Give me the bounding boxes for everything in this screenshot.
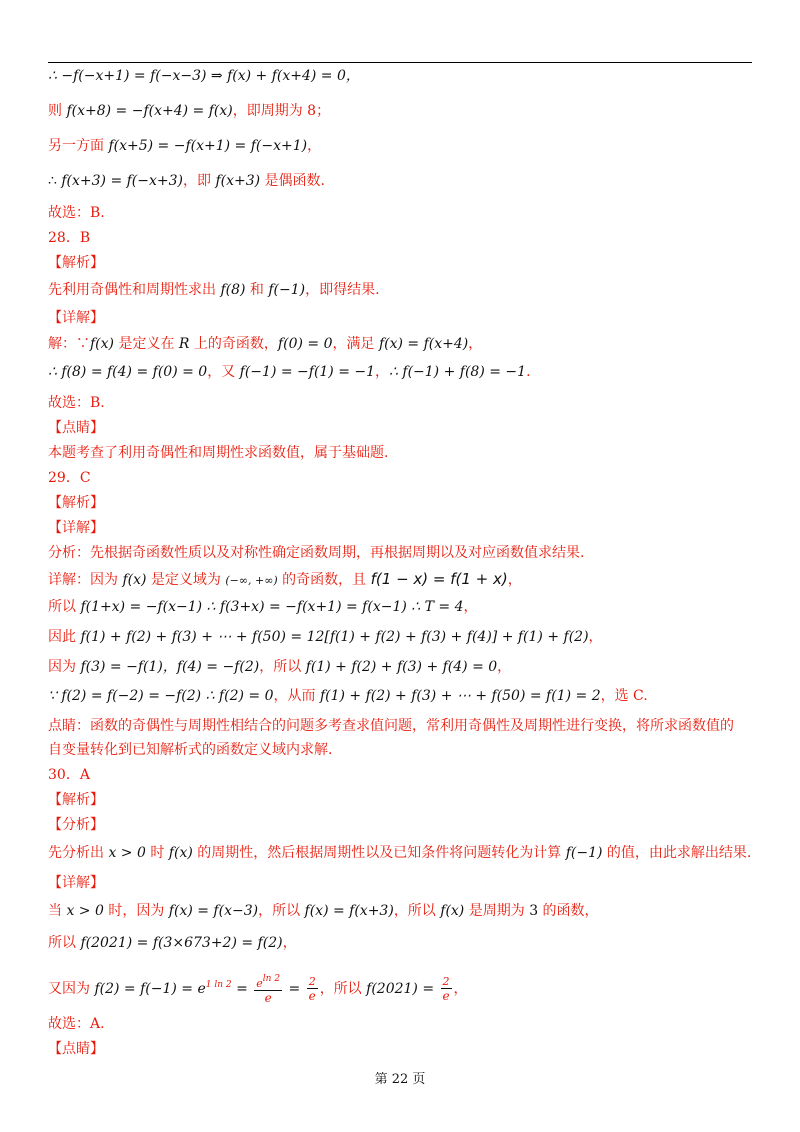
text-line: ∵ f(2) = f(−2) = −f(2) ∴ f(2) = 0，从而 f(1) + f(2) + f(3) + ⋯ + f(50) = f(1) = 2，选 C. (48, 688, 648, 704)
text-line: 故选：B. (48, 205, 105, 221)
text-line: 因为 f(3) = −f(1)，f(4) = −f(2)，所以 f(1) + f(2) + f(3) + f(4) = 0， (48, 659, 512, 675)
fraction: $\frac{2}{e}$ (442, 975, 450, 1003)
text-line: 则 f(x+8) = −f(x+4) = f(x)，即周期为 8； (48, 103, 331, 119)
section-heading: 【详解】 (48, 875, 104, 891)
section-heading: 【点睛】 (48, 420, 104, 436)
text-line: 当 x > 0 时，因为 f(x) = f(x−3)，所以 f(x) = f(x+3)，所以 f(x) 是周期为 3 的函数， (48, 903, 599, 919)
fraction: $\frac{2}{e}$ (308, 975, 316, 1003)
section-heading: 【解析】 (48, 495, 104, 511)
fraction: $\frac{e^{ln 2}}{e}$ (256, 974, 281, 1005)
text-line: 分析：先根据奇函数性质以及对称性确定函数周期，再根据周期以及对应函数值求结果. (48, 545, 585, 561)
text-line: 另一方面 f(x+5) = −f(x+1) = f(−x+1)， (48, 138, 322, 154)
text-line: 所以 f(1+x) = −f(x−1) ∴ f(3+x) = −f(x+1) = f(x−1) ∴ T = 4， (48, 599, 478, 615)
text-line: 详解：因为 f(x) 是定义域为 (−∞, +∞) 的奇函数，且 f(1 − x) = f(1 + x)， (48, 570, 522, 588)
text-line: 先利用奇偶性和周期性求出 f(8) 和 f(−1)，即得结果. (48, 282, 380, 298)
text-line: 所以 f(2021) = f(3×673+2) = f(2)， (48, 935, 297, 951)
text-line: ∴ −f(−x+1) = f(−x−3) ⇒ f(x) + f(x+4) = 0， (48, 68, 360, 84)
text-line: 因此 f(1) + f(2) + f(3) + ⋯ + f(50) = 12[f(1) + f(2) + f(3) + f(4)] + f(1) + f(2)， (48, 629, 603, 645)
text-line: 自变量转化到已知解析式的函数定义域内求解. (48, 742, 333, 758)
page-number: 第 22 页 (374, 1072, 426, 1087)
text-line: 本题考查了利用奇偶性和周期性求函数值，属于基础题. (48, 445, 389, 461)
question-number: 29．C (48, 470, 91, 486)
question-number: 28．B (48, 230, 91, 246)
section-heading: 【解析】 (48, 792, 104, 808)
section-heading: 【点睛】 (48, 1041, 104, 1057)
text-line: ∴ f(8) = f(4) = f(0) = 0，又 f(−1) = −f(1) = −1，∴ f(−1) + f(8) = −1. (48, 364, 531, 380)
text-line: 解：∵f(x) 是定义在 R 上的奇函数，f(0) = 0，满足 f(x) = f(x+4)， (48, 336, 483, 352)
section-heading: 【详解】 (48, 310, 104, 326)
text-line: 又因为 $f(2) = f(-1) = e^{1 ln 2}$ = $\frac{e^{ln 2}}{e}$ = $\frac{2}{e}$ ，所以 f(2021) = $\frac{2}{e}$ ， (48, 974, 468, 1005)
section-heading: 【解析】 (48, 255, 104, 271)
text-line: 故选：A. (48, 1016, 105, 1032)
text-line: 故选：B. (48, 395, 105, 411)
text-line: ∴ f(x+3) = f(−x+3)，即 f(x+3) 是偶函数. (48, 173, 325, 189)
section-heading: 【详解】 (48, 520, 104, 536)
question-number: 30．A (48, 767, 90, 783)
text-line: 先分析出 x > 0 时 f(x) 的周期性，然后根据周期性以及已知条件将问题转化为计算 f(−1) 的值，由此求解出结果. (48, 845, 752, 861)
section-heading: 【分析】 (48, 817, 104, 833)
text-line: 点睛：函数的奇偶性与周期性相结合的问题多考查求值问题，常利用奇偶性及周期性进行变换，将所求函数值的 (48, 718, 734, 734)
header-rule (48, 62, 752, 63)
